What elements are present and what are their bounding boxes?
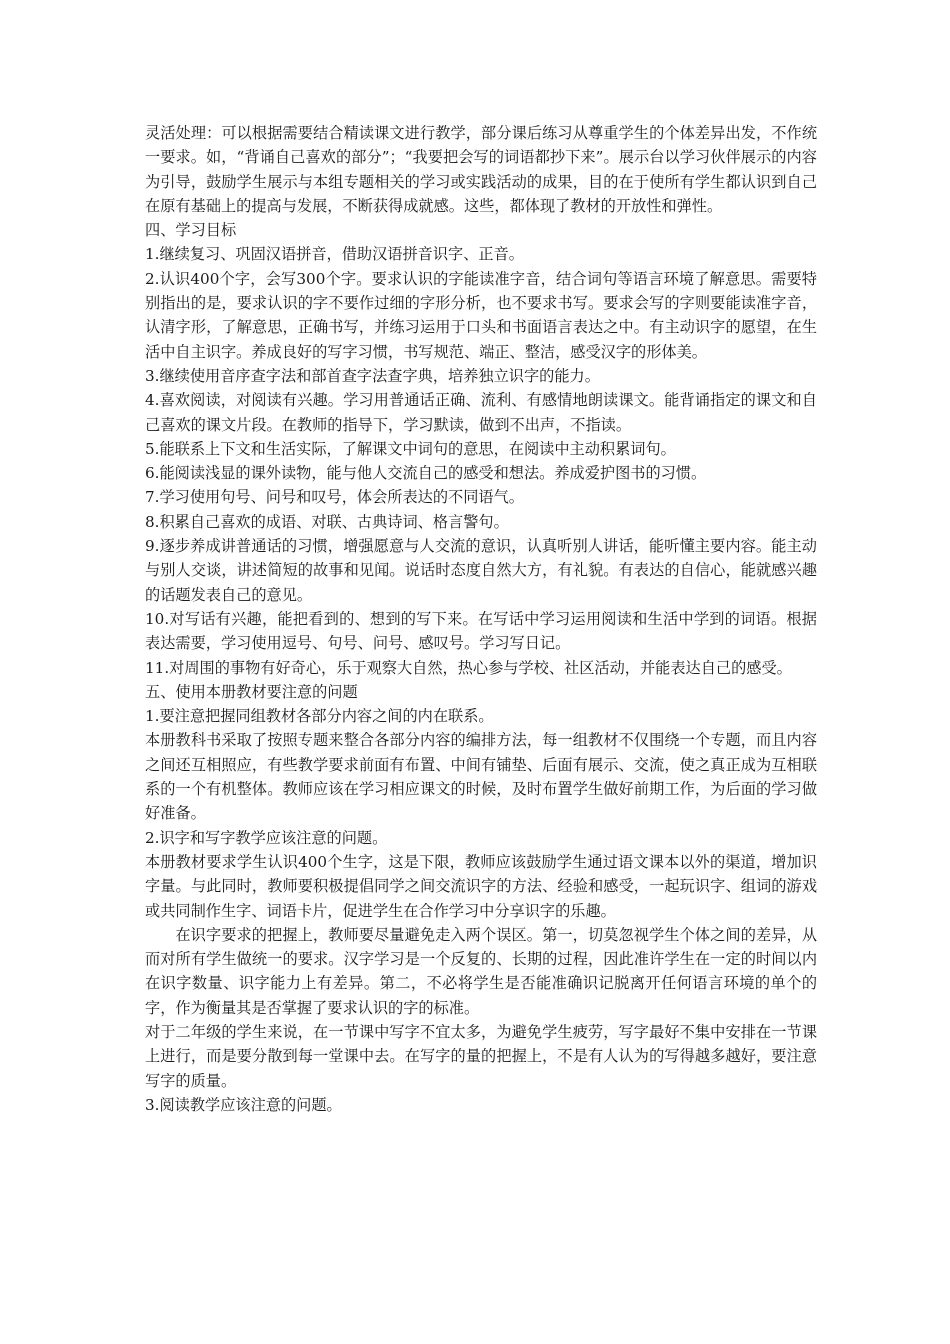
list-item: 11.对周围的事物有好奇心，乐于观察大自然，热心参与学校、社区活动，并能表达自己的感受。 [145, 658, 792, 677]
paragraph: 本册教材要求学生认识400个生字，这是下限，教师应该鼓励学生通过语文课本以外的渠道，增加识字量。与此同时，教师要积极提倡同学之间交流识字的方法、经验和感受，一起玩识字、组词的游戏或共同制作生字、词语卡片，促进学生在合作学习中分享识字的乐趣。 [145, 852, 817, 920]
document-body [145, 121, 817, 1117]
paragraph: 灵活处理：可以根据需要结合精读课文进行教学，部分课后练习从尊重学生的个体差异出发，不作统一要求。如，“背诵自己喜欢的部分”；“我要把会写的词语都抄下来”。展示台以学习伙伴展示的内容为引导，鼓励学生展示与本组专题相关的学习或实践活动的成果，目的在于使所有学生都认识到自己在原有基础上的提高与发展，不断获得成就感。这些，都体现了教材的开放性和弹性。 [145, 124, 817, 215]
list-item: 8.积累自己喜欢的成语、对联、古典诗词、格言警句。 [145, 512, 509, 531]
list-item: 9.逐步养成讲普通话的习惯，增强愿意与人交流的意识，认真听别人讲话，能听懂主要内容。能主动与别人交谈，讲述简短的故事和见闻。说话时态度自然大方，有礼貌。有表达的自信心，能就感兴趣的话题发表自己的意见。 [145, 537, 817, 604]
paragraph: 本册教科书采取了按照专题来整合各部分内容的编排方法，每一组教材不仅围绕一个专题，而且内容之间还互相照应，有些教学要求前面有布置、中间有铺垫、后面有展示、交流，使之真正成为互相联系的一个有机整体。教师应该在学习相应课文的时候，及时布置学生做好前期工作，为后面的学习做好准备。 [145, 731, 817, 823]
paragraph: 对于二年级的学生来说，在一节课中写字不宜太多，为避免学生疲劳，写字最好不集中安排在一节课上进行，而是要分散到每一堂课中去。在写字的量的把握上，不是有人认为的写得越多越好，要注意写字的质量。 [145, 1022, 817, 1090]
list-item: 5.能联系上下文和生活实际，了解课文中词句的意思，在阅读中主动积累词句。 [145, 439, 676, 458]
list-item: 4.喜欢阅读，对阅读有兴趣。学习用普通话正确、流利、有感情地朗读课文。能背诵指定的课文和自己喜欢的课文片段。在教师的指导下，学习默读，做到不出声，不指读。 [145, 391, 817, 434]
subheading: 2.识字和写字教学应该注意的问题。 [145, 828, 388, 847]
list-item: 10.对写话有兴趣，能把看到的、想到的写下来。在写话中学习运用阅读和生活中学到的词语。根据表达需要，学习使用逗号、句号、问号、感叹号。学习写日记。 [145, 609, 817, 653]
list-item: 3.继续使用音序查字法和部首查字法查字典，培养独立识字的能力。 [145, 366, 600, 385]
subheading: 1.要注意把握同组教材各部分内容之间的内在联系。 [145, 707, 494, 726]
list-item: 2.认识400个字，会写300个字。要求认识的字能读准字音，结合词句等语言环境了解意思。需要特别指出的是，要求认识的字不要作过细的字形分析，也不要求书写。要求会写的字则要能读准字音，认清字形，了解意思，正确书写，并练习运用于口头和书面语言表达之中。有主动识字的愿望，在生活中自主识字。养成良好的写字习惯，书写规范、端正、整洁，感受汉字的形体美。 [145, 269, 817, 361]
paragraph: 在识字要求的把握上，教师要尽量避免走入两个误区。第一，切莫忽视学生个体之间的差异，从而对所有学生做统一的要求。汉字学习是一个反复的、长期的过程，因此准许学生在一定的时间以内在识字数量、识字能力上有差异。第二，不必将学生是否能准确识记脱离开任何语言环境的单个的字，作为衡量其是否掌握了要求认识的字的标准。 [145, 925, 817, 1017]
section-heading: 五、使用本册教材要注意的问题 [145, 682, 358, 701]
list-item: 7.学习使用句号、问号和叹号，体会所表达的不同语气。 [145, 488, 524, 507]
list-item: 6.能阅读浅显的课外读物，能与他人交流自己的感受和想法。养成爱护图书的习惯。 [145, 464, 707, 483]
section-heading: 四、学习目标 [145, 221, 237, 240]
subheading: 3.阅读教学应该注意的问题。 [145, 1095, 342, 1114]
list-item: 1.继续复习、巩固汉语拼音，借助汉语拼音识字、正音。 [145, 245, 524, 264]
